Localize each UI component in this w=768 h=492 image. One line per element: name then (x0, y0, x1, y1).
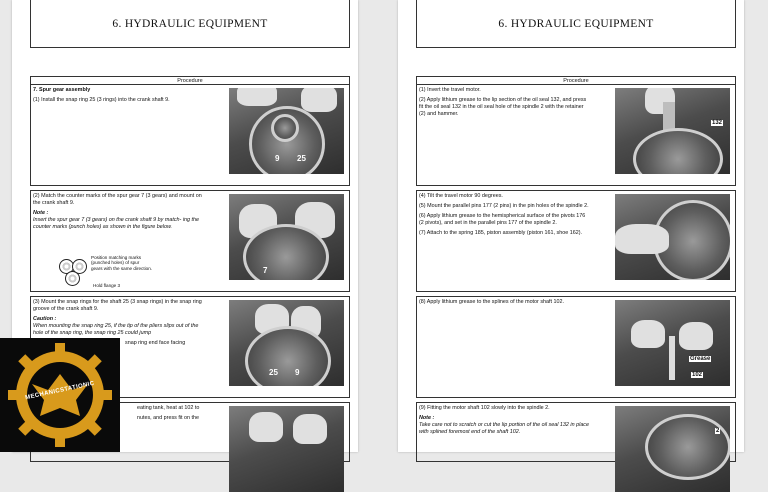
procedure-row (416, 84, 736, 186)
step-text: (3) Mount the snap rings for the shaft 25 (3 snap rings) in the snap ring groove of the crank shaft 9. (33, 299, 202, 312)
step-text: (5) Mount the parallel pins 177 (2 pins) in the pin holes of the spindle 2. (419, 203, 589, 209)
photo-callout: Grease (690, 356, 711, 362)
step-text: (1) Invert the travel motor. (419, 87, 481, 93)
page-title: 6. HYDRAULIC EQUIPMENT (30, 0, 350, 48)
step-text: (2) Match the counter marks of the spur gear 7 (3 gears) and mount on the crank shaft 9. (33, 193, 202, 206)
photo-callout: 25 (297, 154, 306, 163)
note-text: Insert the spur gear 7 (3 gears) on the crank shaft 9 by match- ing the counter marks (punch holes) as shown in the figure below. (33, 217, 199, 230)
step-text: (8) Apply lithium grease to the splines of the motor shaft 102. (419, 299, 565, 305)
step-text: (7) Attach to the spring 185, piston assembly (piston 161, shoe 162). (419, 230, 583, 236)
step-text: nutes, and press fit on the (137, 415, 200, 421)
note-heading: Note : (33, 210, 49, 216)
step-photo (229, 88, 344, 174)
spur-gear-icon (65, 271, 80, 286)
step-text: eating tank, heat at 102 to (137, 405, 200, 411)
page-title: 6. HYDRAULIC EQUIPMENT (416, 0, 736, 48)
procedure-row (416, 190, 736, 292)
step-photo (615, 194, 730, 280)
step-photo (615, 88, 730, 174)
photo-callout: 132 (712, 120, 723, 126)
photo-callout: 102 (692, 372, 703, 378)
note-heading: Caution : (33, 316, 57, 322)
gear-alignment-figure (57, 255, 189, 295)
step-text: (4) Tilt the travel motor 90 degrees. (419, 193, 503, 199)
procedure-header: Procedure (416, 76, 736, 85)
photo-callout: 9 (295, 368, 300, 377)
figure-label: Hold flange 3 (93, 283, 121, 288)
step-photo (229, 406, 344, 492)
photo-callout: 25 (269, 368, 278, 377)
note-text: When mounting the snap ring 25, if the tip of the pliers slips out of the hole of the snap ring, the snap ring 25 could jump (33, 323, 199, 336)
figure-caption: (punched holes) of spur (91, 260, 140, 266)
right-manual-page (398, 0, 744, 452)
step-text: snap ring end face facing (125, 340, 186, 346)
procedure-header: Procedure (30, 76, 350, 85)
step-text: (2) Apply lithium grease to the lip section of the oil seal 132, and press fit the oil seal 132 in the oil seal hole of the spindle 2 with the retainer (2) and hammer. (419, 97, 587, 117)
procedure-row (416, 296, 736, 398)
step-text: (6) Apply lithium grease to the hemispherical surface of the pivots 176 (2 pivots), and set in the parallel pins 177 of the spindle 2. (419, 213, 586, 226)
step-photo (615, 300, 730, 386)
step-photo (229, 300, 344, 386)
figure-caption: Position matching marks (91, 255, 142, 260)
note-heading: Note : (419, 415, 435, 421)
procedure-row (416, 402, 736, 462)
figure-caption: gears with the same direction. (91, 265, 153, 271)
step-text: (1) Install the snap ring 25 (3 rings) into the crank shaft 9. (33, 97, 170, 103)
step-photo (615, 406, 730, 492)
photo-callout: 7 (263, 266, 268, 275)
procedure-row (30, 84, 350, 186)
step-heading: 7. Spur gear assembly (33, 87, 91, 93)
procedure-row (30, 190, 350, 292)
note-text: Take care not to scratch or cut the lip portion of the oil seal 132 in place with splined foremost end of the shaft 102. (419, 422, 590, 435)
photo-callout: 2 (716, 428, 720, 434)
photo-callout: 9 (275, 154, 280, 163)
watermark-logo (0, 338, 120, 452)
gear-logo-icon (0, 338, 120, 452)
step-text: (9) Fitting the motor shaft 102 slowly into the spindle 2. (419, 405, 550, 411)
step-photo (229, 194, 344, 280)
logo-text: MECHANICSTATIONIC (24, 380, 96, 402)
